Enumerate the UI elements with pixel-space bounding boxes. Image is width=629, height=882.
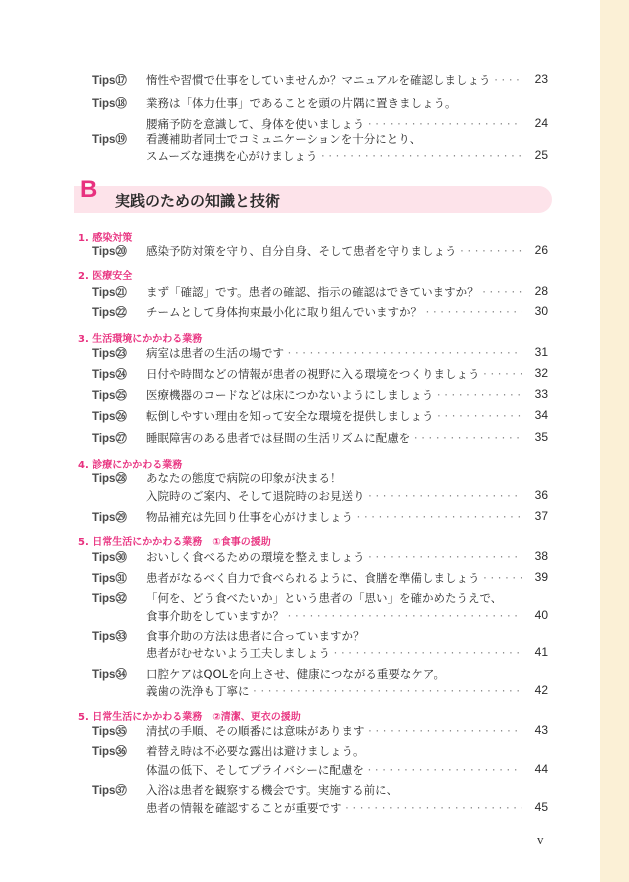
tip-title-line-1: 入浴は患者を観察する機会です。実施する前に、 — [146, 783, 399, 797]
page-number: v — [537, 832, 544, 847]
category-heading: 2. 医療安全 — [78, 271, 133, 282]
tip-label: Tips㉘ — [92, 473, 127, 485]
category-heading: 5. 日常生活にかかわる業務 ②清潔、更衣の援助 — [78, 712, 301, 723]
tip-label: Tips⑲ — [92, 134, 127, 146]
tip-title: 物品補充は先回り仕事を心がけましょう · · · — [146, 509, 548, 525]
tip-page-number: 25 — [522, 148, 548, 162]
tip-page-number: 26 — [522, 243, 548, 257]
tip-title-line-2: 腰痛予防を意識して、身体を使いましょう · · · — [146, 116, 548, 132]
tip-label: Tips㉓ — [92, 348, 127, 360]
tip-title: おいしく食べるための環境を整えましょう · · · — [146, 549, 548, 565]
category-heading: 4. 診療にかかわる業務 — [78, 460, 183, 471]
tip-label: Tips㉞ — [92, 669, 127, 681]
tip-title-line-2: 義歯の洗浄も丁寧に · · · — [146, 683, 548, 699]
tip-title-line-1: 看護補助者同士でコミュニケーションを十分にとり、 — [146, 132, 422, 146]
tip-page-number: 36 — [522, 488, 548, 502]
tip-label: Tips㉕ — [92, 390, 127, 402]
tip-label: Tips㉗ — [92, 433, 127, 445]
tip-page-number: 28 — [522, 284, 548, 298]
tip-label: Tips㉝ — [92, 631, 127, 643]
tip-page-number: 32 — [522, 366, 548, 380]
tip-title: 日付や時間などの情報が患者の視野に入る環境をつくりましょう · · · — [146, 366, 548, 382]
tip-page-number: 35 — [522, 430, 548, 444]
tip-page-number: 31 — [522, 345, 548, 359]
side-color-band — [600, 0, 629, 882]
category-heading: 1. 感染対策 — [78, 233, 133, 244]
tip-title-line-1: 業務は「体力仕事」であることを頭の片隅に置きましょう。 — [146, 96, 457, 110]
tip-page-number: 30 — [522, 304, 548, 318]
tip-title: 感染予防対策を守り、自分自身、そして患者を守りましょう · · · — [146, 243, 548, 259]
tip-title: 患者がなるべく自力で食べられるように、食膳を準備しましょう · · · — [146, 570, 548, 586]
tip-label: Tips㉒ — [92, 307, 127, 319]
tip-page-number: 44 — [522, 762, 548, 776]
category-heading: 3. 生活環境にかかわる業務 — [78, 334, 203, 345]
tip-page-number: 40 — [522, 608, 548, 622]
tip-label: Tips㉚ — [92, 552, 127, 564]
tip-title: 病室は患者の生活の場です · · · — [146, 345, 548, 361]
tip-label: Tips㊲ — [92, 785, 127, 797]
tip-page-number: 39 — [522, 570, 548, 584]
tip-title-line-2: 患者の情報を確認することが重要です · · · — [146, 800, 548, 816]
tip-label: Tips㉖ — [92, 411, 127, 423]
tip-title: 転倒しやすい理由を知って安全な環境を提供しましょう · · · — [146, 408, 548, 424]
tip-title: 惰性や習慣で仕事をしていませんか？マニュアルを確認しましょう · · · — [146, 72, 548, 88]
tip-page-number: 41 — [522, 645, 548, 659]
tip-label: Tips㉜ — [92, 593, 127, 605]
tip-page-number: 23 — [522, 72, 548, 86]
tip-title-line-2: 食事介助をしていますか？ · · · — [146, 608, 548, 624]
tip-title-line-1: 着替え時は不必要な露出は避けましょう。 — [146, 744, 365, 758]
tip-title-line-1: あなたの態度で病院の印象が決まる！ — [146, 471, 342, 485]
tip-title: チームとして身体拘束最小化に取り組んでいますか？ · · · — [146, 304, 548, 320]
tip-page-number: 45 — [522, 800, 548, 814]
tip-title-line-2: 入院時のご案内、そして退院時のお見送り · · · — [146, 488, 548, 504]
tip-page-number: 24 — [522, 116, 548, 130]
tip-page-number: 34 — [522, 408, 548, 422]
tip-label: Tips⑰ — [92, 75, 127, 87]
tip-label: Tips⑱ — [92, 98, 127, 110]
category-heading: 5. 日常生活にかかわる業務 ①食事の援助 — [78, 537, 271, 548]
tip-title-line-1: 「何を、どう食べたいか」という患者の「思い」を確かめたうえで、 — [146, 591, 503, 605]
tip-title-line-1: 食事介助の方法は患者に合っていますか？ — [146, 629, 365, 643]
tip-page-number: 43 — [522, 723, 548, 737]
tip-title-line-2: 体温の低下、そしてプライバシーに配慮を · · · — [146, 762, 548, 778]
tip-title: 睡眠障害のある患者では昼間の生活リズムに配慮を · · · — [146, 430, 548, 446]
tip-label: Tips㊱ — [92, 746, 127, 758]
tip-title-line-1: 口腔ケアはQOLを向上させ、健康につながる重要なケア。 — [146, 667, 446, 681]
tip-title: 清拭の手順、その順番には意味があります · · · — [146, 723, 548, 739]
tip-title-line-2: 患者がむせないよう工夫しましょう · · · — [146, 645, 548, 661]
tip-page-number: 38 — [522, 549, 548, 563]
tip-label: Tips㉔ — [92, 369, 127, 381]
tip-label: Tips㉟ — [92, 726, 127, 738]
tip-label: Tips⑳ — [92, 246, 127, 258]
tip-title: まず「確認」です。患者の確認、指示の確認はできていますか？ · · · — [146, 284, 548, 300]
tip-label: Tips㉛ — [92, 573, 127, 585]
section-title: 実践のための知識と技術 — [115, 192, 281, 210]
tip-label: Tips㉑ — [92, 287, 127, 299]
tip-label: Tips㉙ — [92, 512, 127, 524]
tip-title-line-2: スムーズな連携を心がけましょう · · · — [146, 148, 548, 164]
tip-title: 医療機器のコードなどは床につかないようにしましょう · · · — [146, 387, 548, 403]
tip-page-number: 37 — [522, 509, 548, 523]
tip-page-number: 42 — [522, 683, 548, 697]
section-letter: B — [80, 176, 98, 203]
tip-page-number: 33 — [522, 387, 548, 401]
